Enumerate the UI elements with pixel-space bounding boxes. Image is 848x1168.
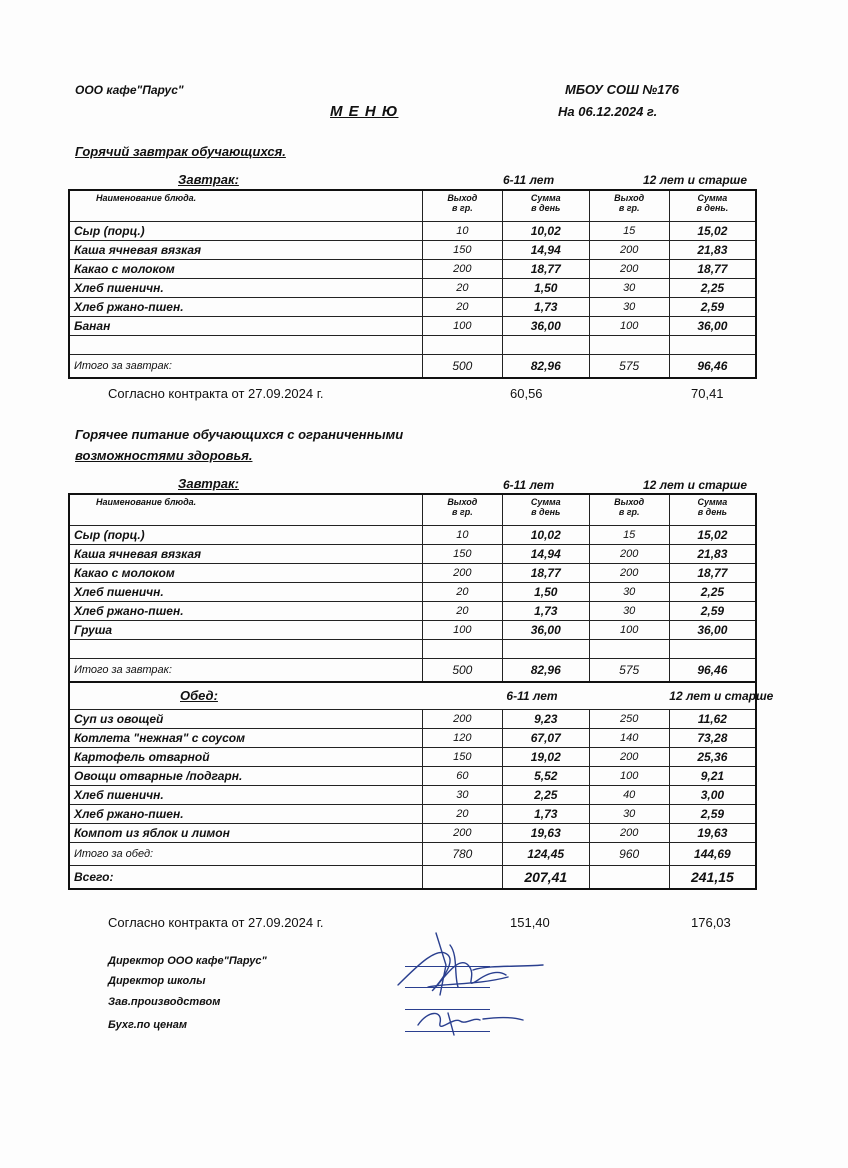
school-name: МБОУ СОШ №176	[565, 82, 679, 97]
dish-name: Хлеб ржано-пшен.	[69, 602, 422, 621]
contract-label-2: Согласно контракта от 27.09.2024 г.	[108, 915, 324, 930]
dish-out1: 120	[422, 729, 502, 748]
dish-name: Хлеб пшеничн.	[69, 786, 422, 805]
section1-age1: 6-11 лет	[503, 173, 555, 187]
dish-name: Хлеб пшеничн.	[69, 583, 422, 602]
table-row	[69, 748, 756, 767]
dish-out1: 60	[422, 767, 502, 786]
contract-value1: 60,56	[510, 386, 543, 401]
dish-out1: 200	[422, 564, 502, 583]
section1-age2: 12 лет и старше	[643, 173, 748, 187]
lunch-total-out1: 780	[422, 843, 502, 866]
dish-out2: 100	[589, 621, 669, 640]
dish-out2: 200	[589, 241, 669, 260]
table-row	[69, 526, 756, 545]
lunch-total-out2: 960	[589, 843, 669, 866]
total-out2: 575	[589, 355, 669, 379]
grand-total-row	[69, 866, 756, 890]
dish-name: Суп из овощей	[69, 710, 422, 729]
table-header	[69, 190, 756, 222]
blank-row	[69, 336, 756, 355]
total-row	[69, 659, 756, 683]
dish-sum1: 19,63	[502, 824, 589, 843]
dish-name: Банан	[69, 317, 422, 336]
lunch-section-header	[69, 682, 756, 710]
blank-row	[69, 640, 756, 659]
dish-sum2: 2,25	[669, 279, 756, 298]
dish-out1: 100	[422, 317, 502, 336]
col-out2-header: Выход в гр.	[589, 494, 669, 526]
grand-total-sum2: 241,15	[669, 866, 756, 890]
dish-out2: 140	[589, 729, 669, 748]
dish-sum1: 36,00	[502, 317, 589, 336]
dish-out2: 200	[589, 824, 669, 843]
contract-value2: 70,41	[691, 386, 724, 401]
dish-name: Какао с молоком	[69, 260, 422, 279]
dish-out1: 200	[422, 824, 502, 843]
total-label: Итого за завтрак:	[69, 355, 422, 379]
dish-name: Картофель отварной	[69, 748, 422, 767]
page-title: М Е Н Ю	[330, 103, 399, 120]
dish-sum2: 15,02	[669, 526, 756, 545]
dish-out1: 100	[422, 621, 502, 640]
table-header	[69, 494, 756, 526]
signature-label-cafe-director: Директор ООО кафе"Парус"	[108, 955, 267, 967]
col-out2-header: Выход в гр.	[589, 190, 669, 222]
dish-sum2: 11,62	[669, 710, 756, 729]
col-sum1-header: Сумма в день	[502, 190, 589, 222]
lunch-total-sum2: 144,69	[669, 843, 756, 866]
dish-sum1: 1,50	[502, 583, 589, 602]
lunch-total-row	[69, 843, 756, 866]
dish-name: Хлеб пшеничн.	[69, 279, 422, 298]
lunch-age2: 12 лет и старше	[669, 682, 756, 710]
dish-sum1: 67,07	[502, 729, 589, 748]
table-row	[69, 545, 756, 564]
dish-out1: 20	[422, 602, 502, 621]
dish-sum2: 15,02	[669, 222, 756, 241]
dish-sum1: 19,02	[502, 748, 589, 767]
table-row	[69, 260, 756, 279]
dish-out2: 30	[589, 602, 669, 621]
table-row	[69, 710, 756, 729]
grand-total-label: Всего:	[69, 866, 422, 890]
dish-name: Котлета "нежная" с соусом	[69, 729, 422, 748]
dish-sum1: 14,94	[502, 241, 589, 260]
dish-out1: 10	[422, 526, 502, 545]
breakfast-table-2	[68, 493, 774, 890]
dish-name: Овощи отварные /подгарн.	[69, 767, 422, 786]
col-out1-header: Выход в гр.	[422, 190, 502, 222]
total-sum2: 96,46	[669, 355, 756, 379]
total-row	[69, 355, 756, 379]
dish-name: Какао с молоком	[69, 564, 422, 583]
dish-sum1: 1,50	[502, 279, 589, 298]
dish-out1: 200	[422, 710, 502, 729]
dish-sum2: 2,25	[669, 583, 756, 602]
table-row	[69, 805, 756, 824]
table-row	[69, 241, 756, 260]
dish-out2: 100	[589, 317, 669, 336]
dish-sum2: 36,00	[669, 621, 756, 640]
dish-out1: 10	[422, 222, 502, 241]
dish-out2: 250	[589, 710, 669, 729]
dish-sum1: 10,02	[502, 526, 589, 545]
lunch-total-sum1: 124,45	[502, 843, 589, 866]
section2-heading-line2: возможностями здоровья.	[75, 448, 253, 463]
dish-out2: 40	[589, 786, 669, 805]
dish-out2: 200	[589, 748, 669, 767]
company-name: ООО кафе"Парус"	[75, 83, 184, 97]
dish-name: Сыр (порц.)	[69, 526, 422, 545]
col-sum1-header: Сумма в день	[502, 494, 589, 526]
col-name-header: Наименование блюда.	[69, 494, 422, 526]
handwritten-signature-icon	[388, 925, 558, 1045]
col-out1-header: Выход в гр.	[422, 494, 502, 526]
dish-out2: 30	[589, 298, 669, 317]
dish-name: Груша	[69, 621, 422, 640]
lunch-total-label: Итого за обед:	[69, 843, 422, 866]
table-row	[69, 279, 756, 298]
table-row	[69, 621, 756, 640]
total-sum1: 82,96	[502, 355, 589, 379]
dish-out1: 20	[422, 583, 502, 602]
section2-heading-line1: Горячее питание обучающихся с ограниченными	[75, 427, 404, 442]
dish-out2: 200	[589, 260, 669, 279]
col-sum2-header: Сумма в день.	[669, 190, 756, 222]
dish-out1: 30	[422, 786, 502, 805]
col-sum2-header: Сумма в день	[669, 494, 756, 526]
dish-sum2: 19,63	[669, 824, 756, 843]
lunch-label: Обед:	[180, 688, 218, 703]
dish-sum2: 18,77	[669, 260, 756, 279]
dish-out2: 200	[589, 545, 669, 564]
total-out1: 500	[422, 659, 502, 683]
table-row	[69, 767, 756, 786]
section2-age1: 6-11 лет	[503, 478, 555, 492]
dish-out1: 200	[422, 260, 502, 279]
total-sum1: 82,96	[502, 659, 589, 683]
dish-out1: 20	[422, 279, 502, 298]
dish-sum1: 18,77	[502, 260, 589, 279]
table-row	[69, 583, 756, 602]
dish-name: Каша ячневая вязкая	[69, 241, 422, 260]
dish-sum2: 21,83	[669, 241, 756, 260]
dish-out1: 150	[422, 241, 502, 260]
dish-sum1: 1,73	[502, 805, 589, 824]
contract-value2-2: 176,03	[691, 915, 731, 930]
dish-out2: 100	[589, 767, 669, 786]
total-sum2: 96,46	[669, 659, 756, 683]
dish-name: Сыр (порц.)	[69, 222, 422, 241]
table-row	[69, 729, 756, 748]
dish-sum1: 2,25	[502, 786, 589, 805]
dish-sum2: 9,21	[669, 767, 756, 786]
table-row	[69, 298, 756, 317]
lunch-age1: 6-11 лет	[502, 682, 589, 710]
section2-age2: 12 лет и старше	[643, 478, 748, 492]
table-row	[69, 222, 756, 241]
dish-sum2: 2,59	[669, 805, 756, 824]
dish-sum1: 18,77	[502, 564, 589, 583]
dish-out2: 15	[589, 526, 669, 545]
dish-out1: 150	[422, 748, 502, 767]
menu-date: На 06.12.2024 г.	[558, 104, 658, 119]
dish-name: Хлеб ржано-пшен.	[69, 805, 422, 824]
table-row	[69, 786, 756, 805]
dish-out1: 20	[422, 298, 502, 317]
signature-label-school-director: Директор школы	[108, 975, 206, 987]
signature-label-accountant: Бухг.по ценам	[108, 1019, 187, 1031]
table-row	[69, 824, 756, 843]
breakfast-table-1	[68, 189, 757, 379]
section1-heading: Горячий завтрак обучающихся.	[75, 144, 286, 159]
dish-out2: 30	[589, 805, 669, 824]
dish-sum1: 5,52	[502, 767, 589, 786]
col-name-header: Наименование блюда.	[69, 190, 422, 222]
dish-sum1: 1,73	[502, 602, 589, 621]
dish-sum2: 2,59	[669, 298, 756, 317]
dish-sum2: 25,36	[669, 748, 756, 767]
dish-sum2: 18,77	[669, 564, 756, 583]
dish-out2: 30	[589, 279, 669, 298]
grand-total-sum1: 207,41	[502, 866, 589, 890]
dish-sum2: 36,00	[669, 317, 756, 336]
total-label: Итого за завтрак:	[69, 659, 422, 683]
dish-sum1: 9,23	[502, 710, 589, 729]
dish-sum2: 2,59	[669, 602, 756, 621]
dish-sum1: 14,94	[502, 545, 589, 564]
dish-sum1: 36,00	[502, 621, 589, 640]
dish-out2: 15	[589, 222, 669, 241]
contract-value1-2: 151,40	[510, 915, 550, 930]
signature-label-production: Зав.производством	[108, 996, 221, 1008]
contract-label: Согласно контракта от 27.09.2024 г.	[108, 386, 324, 401]
section1-meal-label: Завтрак:	[178, 172, 239, 187]
table-row	[69, 317, 756, 336]
total-out1: 500	[422, 355, 502, 379]
dish-name: Компот из яблок и лимон	[69, 824, 422, 843]
dish-name: Хлеб ржано-пшен.	[69, 298, 422, 317]
dish-sum1: 1,73	[502, 298, 589, 317]
dish-sum2: 3,00	[669, 786, 756, 805]
dish-sum2: 73,28	[669, 729, 756, 748]
dish-out2: 200	[589, 564, 669, 583]
dish-out1: 150	[422, 545, 502, 564]
dish-out1: 20	[422, 805, 502, 824]
section2-meal-label: Завтрак:	[178, 476, 239, 491]
table-row	[69, 602, 756, 621]
dish-sum2: 21,83	[669, 545, 756, 564]
table-row	[69, 564, 756, 583]
total-out2: 575	[589, 659, 669, 683]
dish-out2: 30	[589, 583, 669, 602]
dish-sum1: 10,02	[502, 222, 589, 241]
dish-name: Каша ячневая вязкая	[69, 545, 422, 564]
